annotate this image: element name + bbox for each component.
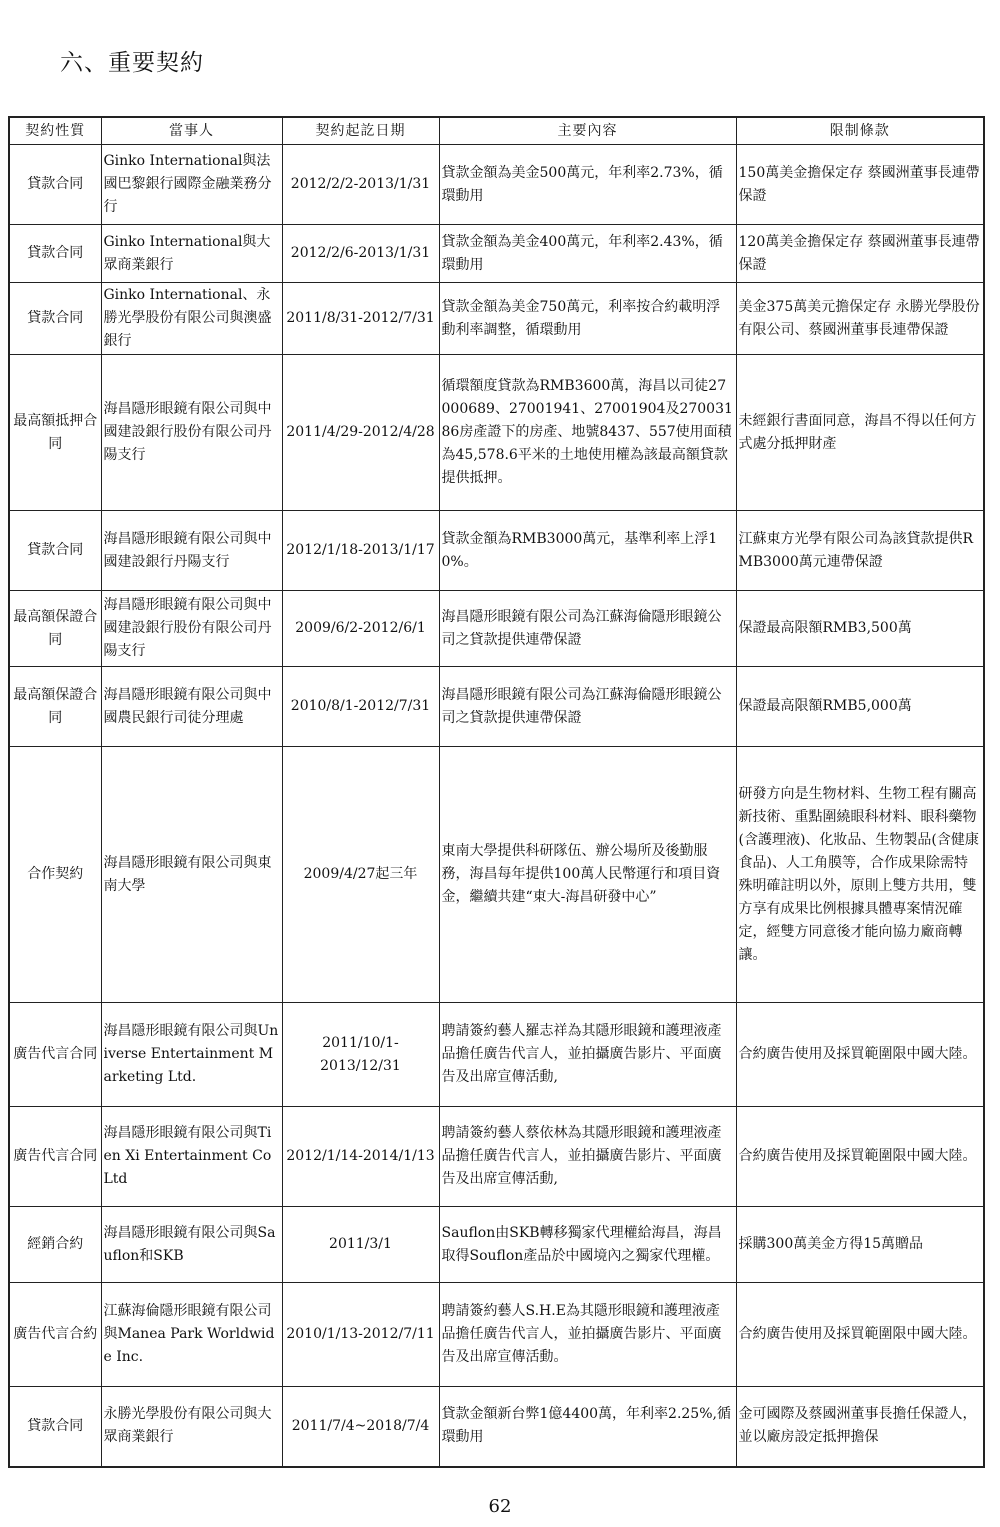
header-party: 當事人 bbox=[101, 117, 282, 145]
table-row bbox=[9, 1207, 984, 1283]
contract-type-cell: 最高額抵押合同 bbox=[9, 355, 101, 511]
header-content: 主要內容 bbox=[439, 117, 736, 145]
table-row bbox=[9, 1283, 984, 1387]
restriction-cell: 保證最高限額RMB3,500萬 bbox=[736, 591, 984, 667]
content-cell: 貸款金額為美金500萬元，年利率2.73%，循環動用 bbox=[439, 145, 736, 225]
date-cell: 2012/2/2-2013/1/31 bbox=[282, 145, 439, 225]
party-cell: 海昌隱形眼鏡有限公司與Sauflon和SKB bbox=[101, 1207, 282, 1283]
contract-type-cell: 貸款合同 bbox=[9, 225, 101, 283]
contract-type-cell: 經銷合約 bbox=[9, 1207, 101, 1283]
contract-type-cell: 貸款合同 bbox=[9, 283, 101, 355]
date-cell: 2009/4/27起三年 bbox=[282, 747, 439, 1003]
date-cell: 2012/2/6-2013/1/31 bbox=[282, 225, 439, 283]
contracts-table bbox=[8, 116, 985, 1468]
contract-type-cell: 廣告代言合約 bbox=[9, 1283, 101, 1387]
restriction-cell: 採購300萬美金方得15萬贈品 bbox=[736, 1207, 984, 1283]
restriction-cell: 研發方向是生物材料、生物工程有關高新技術、重點圍繞眼科材料、眼科藥物(含護理液)、化妝品、生物製品(含健康食品)、人工角膜等，合作成果除需特殊明確註明以外，原則上雙方共用，雙方享有成果比例根據具體專案情況確定，經雙方同意後才能向協力廠商轉讓。 bbox=[736, 747, 984, 1003]
date-cell: 2011/7/4~2018/7/4 bbox=[282, 1387, 439, 1467]
header-type: 契約性質 bbox=[9, 117, 101, 145]
party-cell: 海昌隱形眼鏡有限公司與東南大學 bbox=[101, 747, 282, 1003]
table-row bbox=[9, 591, 984, 667]
contract-type-cell: 貸款合同 bbox=[9, 145, 101, 225]
date-cell: 2010/1/13-2012/7/11 bbox=[282, 1283, 439, 1387]
content-cell: 貸款金額新台弊1億4400萬，年利率2.25%,循環動用 bbox=[439, 1387, 736, 1467]
table-row bbox=[9, 1107, 984, 1207]
contract-type-cell: 廣告代言合同 bbox=[9, 1107, 101, 1207]
content-cell: 東南大學提供科研隊伍、辦公場所及後勤服務，海昌每年提供100萬人民幣運行和項目資金，繼續共建“東大-海昌研發中心” bbox=[439, 747, 736, 1003]
content-cell: 貸款金額為美金750萬元，利率按合約載明浮動利率調整，循環動用 bbox=[439, 283, 736, 355]
party-cell: 海昌隱形眼鏡有限公司與中國建設銀行股份有限公司丹陽支行 bbox=[101, 591, 282, 667]
date-cell: 2012/1/14-2014/1/13 bbox=[282, 1107, 439, 1207]
table-row bbox=[9, 667, 984, 747]
date-cell: 2012/1/18-2013/1/17 bbox=[282, 511, 439, 591]
party-cell: 江蘇海倫隱形眼鏡有限公司與Manea Park Worldwide Inc. bbox=[101, 1283, 282, 1387]
date-cell: 2011/8/31-2012/7/31 bbox=[282, 283, 439, 355]
contract-type-cell: 貸款合同 bbox=[9, 1387, 101, 1467]
party-cell: 海昌隱形眼鏡有限公司與Universe Entertainment Marketing Ltd. bbox=[101, 1003, 282, 1107]
party-cell: 海昌隱形眼鏡有限公司與中國農民銀行司徒分理處 bbox=[101, 667, 282, 747]
content-cell: 聘請簽約藝人S.H.E為其隱形眼鏡和護理液產品擔任廣告代言人，並拍攝廣告影片、平面廣告及出席宣傳活動。 bbox=[439, 1283, 736, 1387]
content-cell: 海昌隱形眼鏡有限公司為江蘇海倫隱形眼鏡公司之貸款提供連帶保證 bbox=[439, 591, 736, 667]
content-cell: 聘請簽約藝人羅志祥為其隱形眼鏡和護理液產品擔任廣告代言人，並拍攝廣告影片、平面廣告及出席宣傳活動, bbox=[439, 1003, 736, 1107]
party-cell: Ginko International與大眾商業銀行 bbox=[101, 225, 282, 283]
content-cell: 聘請簽約藝人蔡依林為其隱形眼鏡和護理液產品擔任廣告代言人，並拍攝廣告影片、平面廣告及出席宣傳活動, bbox=[439, 1107, 736, 1207]
table-row bbox=[9, 511, 984, 591]
header-date: 契約起訖日期 bbox=[282, 117, 439, 145]
date-cell: 2011/3/1 bbox=[282, 1207, 439, 1283]
table-row bbox=[9, 747, 984, 1003]
contract-type-cell: 最高額保證合同 bbox=[9, 591, 101, 667]
party-cell: Ginko International、永勝光學股份有限公司與澳盛銀行 bbox=[101, 283, 282, 355]
restriction-cell: 美金375萬美元擔保定存 永勝光學股份有限公司、蔡國洲董事長連帶保證 bbox=[736, 283, 984, 355]
party-cell: 海昌隱形眼鏡有限公司與中國建設銀行股份有限公司丹陽支行 bbox=[101, 355, 282, 511]
content-cell: 貸款金額為美金400萬元，年利率2.43%，循環動用 bbox=[439, 225, 736, 283]
contract-type-cell: 貸款合同 bbox=[9, 511, 101, 591]
restriction-cell: 未經銀行書面同意，海昌不得以任何方式處分抵押財產 bbox=[736, 355, 984, 511]
content-cell: 貸款金額為RMB3000萬元，基準利率上浮10%。 bbox=[439, 511, 736, 591]
date-cell: 2009/6/2-2012/6/1 bbox=[282, 591, 439, 667]
table-row bbox=[9, 1003, 984, 1107]
contract-type-cell: 最高額保證合同 bbox=[9, 667, 101, 747]
table-row bbox=[9, 283, 984, 355]
content-cell: 海昌隱形眼鏡有限公司為江蘇海倫隱形眼鏡公司之貸款提供連帶保證 bbox=[439, 667, 736, 747]
restriction-cell: 合約廣告使用及採買範圍限中國大陸。 bbox=[736, 1283, 984, 1387]
restriction-cell: 保證最高限額RMB5,000萬 bbox=[736, 667, 984, 747]
restriction-cell: 金可國際及蔡國洲董事長擔任保證人，並以廠房設定抵押擔保 bbox=[736, 1387, 984, 1467]
date-cell: 2011/10/1-2013/12/31 bbox=[282, 1003, 439, 1107]
contract-type-cell: 廣告代言合同 bbox=[9, 1003, 101, 1107]
section-title: 六、重要契約 bbox=[60, 50, 204, 76]
table-row bbox=[9, 1387, 984, 1467]
party-cell: Ginko International與法國巴黎銀行國際金融業務分行 bbox=[101, 145, 282, 225]
header-restriction: 限制條款 bbox=[736, 117, 984, 145]
table-row bbox=[9, 355, 984, 511]
date-cell: 2011/4/29-2012/4/28 bbox=[282, 355, 439, 511]
content-cell: 循環額度貸款為RMB3600萬，海昌以司徒27000689、27001941、27001904及27003186房產證下的房產、地號8437、557使用面積為45,578.6平米的土地使用權為該最高額貸款提供抵押。 bbox=[439, 355, 736, 511]
table-row bbox=[9, 145, 984, 225]
content-cell: Sauflon由SKB轉移獨家代理權給海昌，海昌取得Souflon產品於中國境內之獨家代理權。 bbox=[439, 1207, 736, 1283]
restriction-cell: 合約廣告使用及採買範圍限中國大陸。 bbox=[736, 1003, 984, 1107]
party-cell: 海昌隱形眼鏡有限公司與中國建設銀行丹陽支行 bbox=[101, 511, 282, 591]
table-body bbox=[9, 145, 984, 1467]
restriction-cell: 150萬美金擔保定存 蔡國洲董事長連帶保證 bbox=[736, 145, 984, 225]
date-cell: 2010/8/1-2012/7/31 bbox=[282, 667, 439, 747]
table-row bbox=[9, 225, 984, 283]
party-cell: 海昌隱形眼鏡有限公司與Tien Xi Entertainment Co Ltd bbox=[101, 1107, 282, 1207]
restriction-cell: 江蘇東方光學有限公司為該貸款提供RMB3000萬元連帶保證 bbox=[736, 511, 984, 591]
contract-type-cell: 合作契約 bbox=[9, 747, 101, 1003]
party-cell: 永勝光學股份有限公司與大眾商業銀行 bbox=[101, 1387, 282, 1467]
restriction-cell: 120萬美金擔保定存 蔡國洲董事長連帶保證 bbox=[736, 225, 984, 283]
table-header-row bbox=[9, 117, 984, 145]
page-number: 62 bbox=[488, 1496, 512, 1517]
restriction-cell: 合約廣告使用及採買範圍限中國大陸。 bbox=[736, 1107, 984, 1207]
